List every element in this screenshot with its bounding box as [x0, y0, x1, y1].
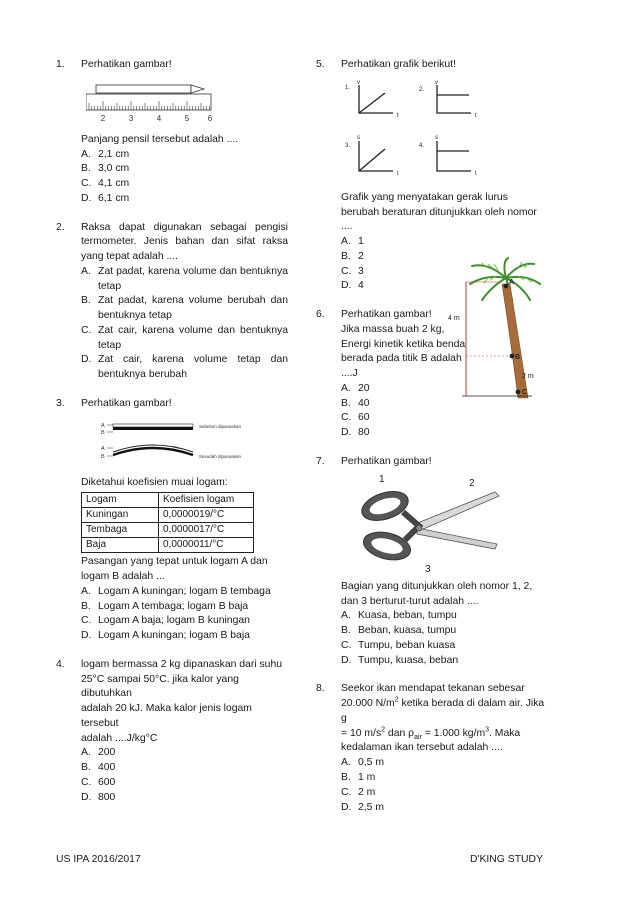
question-stem: Grafik yang menyatakan gerak lurus berubah beraturan ditunjukkan oleh nomor ....: [341, 191, 537, 233]
option-a[interactable]: A. 200: [81, 747, 116, 759]
question-7: [316, 455, 548, 668]
option-d[interactable]: D. 4: [341, 280, 364, 292]
option-c[interactable]: C. 600: [81, 777, 116, 789]
option-b[interactable]: B. Zat padat, karena volume berubah dan bentuknya tetap: [81, 295, 288, 322]
question-number: 8.: [316, 683, 325, 695]
right-column: [316, 58, 548, 829]
option-d[interactable]: D. Logam A kuningan; logam B baja: [81, 630, 250, 642]
part-label-2: 2: [469, 477, 475, 489]
graph-y-label: v: [357, 79, 360, 86]
graph-number: 2.: [419, 86, 425, 93]
option-a[interactable]: A. Zat padat, karena volume dan bentuknya tetap: [81, 265, 288, 292]
motion-graphs-figure: [345, 79, 485, 183]
ruler-tick-label: 5: [184, 113, 190, 123]
question-stem-line: Energi kinetik ketika benda: [341, 338, 466, 350]
coconut-tree-figure: [448, 256, 544, 402]
table-row: [82, 522, 254, 537]
option-b[interactable]: B. 1 m: [341, 771, 376, 783]
table-cell: Baja: [82, 538, 159, 553]
table-header-cell: Logam: [82, 492, 159, 507]
question-stem-line: adalah ....J/kg°C: [81, 732, 158, 744]
scissors-figure: [355, 472, 505, 576]
option-d[interactable]: D. 800: [81, 791, 116, 803]
table-cell: 0,0000011/°C: [159, 538, 254, 553]
graph-y-label: s: [435, 134, 438, 141]
option-a[interactable]: A. Kuasa, beban, tumpu: [341, 610, 457, 622]
table-cell: Kuningan: [82, 507, 159, 522]
svg-text:A: A: [101, 445, 105, 452]
table-cell: 0,0000017/°C: [159, 522, 254, 537]
point-label-a: A: [509, 279, 515, 287]
option-c[interactable]: C. 2 m: [341, 786, 376, 798]
option-a[interactable]: A. 20: [341, 382, 370, 394]
option-c[interactable]: C. Tumpu, beban kuasa: [341, 639, 456, 651]
question-stem: Raksa dapat digunakan sebagai pengisi termometer. Jenis bahan dan sifat raksa yang tepat adalah ....: [81, 221, 288, 263]
question-number: 5.: [316, 59, 325, 70]
question-prompt: Perhatikan gambar!: [341, 309, 432, 321]
svg-text:B: B: [101, 429, 105, 436]
option-a[interactable]: A. 0,5 m: [341, 757, 384, 769]
question-3: [56, 397, 288, 644]
option-b[interactable]: B. 2: [341, 250, 364, 262]
point-label-c: C: [522, 389, 528, 397]
option-c[interactable]: C. Zat cair, karena volume dan bentuknya tetap: [81, 324, 288, 351]
question-stem: Bagian yang ditunjukkan oleh nomor 1, 2, dan 3 berturut-turut adalah ....: [341, 580, 533, 607]
graph-number: 3.: [345, 142, 351, 149]
graph-y-label: v: [435, 79, 438, 86]
ruler-tick-label: 3: [128, 113, 134, 123]
svg-text:Sebelum dipanaskan: Sebelum dipanaskan: [199, 423, 242, 429]
question-prompt: Perhatikan gambar!: [341, 456, 432, 468]
question-number: 4.: [56, 658, 65, 670]
point-label-b: B: [515, 354, 521, 362]
option-a[interactable]: A. 1: [341, 236, 364, 248]
height-label: 4 m: [448, 315, 460, 323]
option-d[interactable]: D. 6,1 cm: [81, 192, 130, 204]
question-stem: Panjang pensil tersebut adalah ....: [81, 133, 239, 145]
option-b[interactable]: B. 40: [341, 397, 370, 409]
ruler: [86, 94, 211, 110]
question-2: [56, 221, 288, 383]
question-prompt: Perhatikan gambar!: [81, 59, 172, 70]
question-stem-line: kedalaman ikan tersebut adalah ....: [341, 742, 503, 754]
question-stem-line: adalah 20 kJ. Maka kalor jenis logam tersebut: [81, 703, 252, 729]
question-number: 1.: [56, 59, 65, 70]
table-header: [82, 492, 254, 507]
question-intro: Diketahui koefisien muai logam:: [81, 476, 228, 488]
part-label-3: 3: [425, 563, 431, 575]
height-label: 2 m: [522, 373, 534, 381]
table-row: [82, 538, 254, 553]
option-c[interactable]: C. 4,1 cm: [81, 178, 130, 190]
option-a[interactable]: A. 2,1 cm: [81, 148, 130, 160]
question-number: 7.: [316, 456, 325, 468]
question-8: [316, 682, 548, 815]
question-number: 6.: [316, 309, 325, 321]
option-c[interactable]: C. Logam A baja; logam B kuningan: [81, 615, 250, 627]
option-c[interactable]: C. 60: [341, 412, 370, 424]
option-d[interactable]: D. Tumpu, kuasa, beban: [341, 654, 459, 666]
table-row: [82, 507, 254, 522]
question-stem-line: = 10 $m/s^2$ dan $\rho_{air} = 1.000$ $kg/m^3$. Maka: [341, 726, 521, 741]
left-column: [56, 58, 288, 820]
question-stem-line: Seekor ikan mendapat tekanan sebesar: [341, 683, 525, 695]
question-prompt: Perhatikan grafik berikut!: [341, 59, 456, 70]
ruler-tick-label: 6: [207, 113, 213, 123]
option-b[interactable]: B. Logam A tembaga; logam B baja: [81, 600, 249, 612]
footer-left: US IPA 2016/2017: [56, 854, 141, 865]
table-cell: Tembaga: [82, 522, 159, 537]
svg-text:Sesudah dipanaskan: Sesudah dipanaskan: [199, 453, 242, 459]
graph-x-label: t: [475, 170, 477, 177]
option-d[interactable]: D. 2,5 m: [341, 801, 384, 813]
question-stem-line: ....J: [341, 368, 358, 380]
part-label-1: 1: [379, 473, 385, 485]
question-stem-line: logam bermassa 2 kg dipanaskan dari suhu: [81, 658, 283, 670]
graph-x-label: t: [397, 170, 399, 177]
graph-number: 1.: [345, 84, 351, 91]
question-number: 2.: [56, 221, 65, 233]
svg-text:A: A: [101, 422, 105, 429]
footer-right: D'KING STUDY: [470, 854, 543, 865]
option-b[interactable]: B. 3,0 cm: [81, 163, 130, 175]
table-header-cell: Koefisien logam: [159, 492, 254, 507]
option-b[interactable]: B. 400: [81, 762, 116, 774]
question-stem-line: 25°C sampai 50°C. jika kalor yang dibutuhkan: [81, 673, 239, 700]
question-1: [56, 58, 288, 207]
expansion-table: [81, 492, 254, 554]
ruler-tick-label: 4: [156, 113, 162, 123]
question-4: [56, 658, 288, 806]
question-stem: Pasangan yang tepat untuk logam A dan logam B adalah ...: [81, 556, 268, 583]
option-c[interactable]: C. 3: [341, 265, 364, 277]
option-b[interactable]: B. Beban, kuasa, tumpu: [341, 625, 457, 637]
table-cell: 0,0000019/°C: [159, 507, 254, 522]
pencil-icon: [96, 85, 204, 93]
question-stem-line: Jika massa buah 2 kg,: [341, 323, 445, 335]
option-d[interactable]: D. Zat cair, karena volume tetap dan bentuknya berubah: [81, 354, 288, 381]
ruler-tick-label: 2: [100, 113, 106, 123]
scissors-icon: [358, 486, 499, 564]
graph-y-label: s: [357, 134, 360, 141]
svg-text:B: B: [101, 453, 105, 460]
graph-number: 4.: [419, 142, 425, 149]
graph-x-label: t: [475, 112, 477, 119]
question-stem-line: 20.000 $N/m^2$ ketika berada di dalam air. Jika g: [341, 696, 545, 724]
ruler-pencil-figure: [86, 83, 216, 127]
option-a[interactable]: A. Logam A kuningan; logam B tembaga: [81, 585, 271, 597]
option-d[interactable]: D. 80: [341, 427, 370, 439]
question-stem-line: berada pada titik B adalah: [341, 353, 462, 365]
question-prompt: Perhatikan gambar!: [81, 398, 172, 410]
question-number: 3.: [56, 398, 65, 410]
graph-x-label: t: [397, 112, 399, 119]
bimetal-figure: [97, 418, 257, 470]
